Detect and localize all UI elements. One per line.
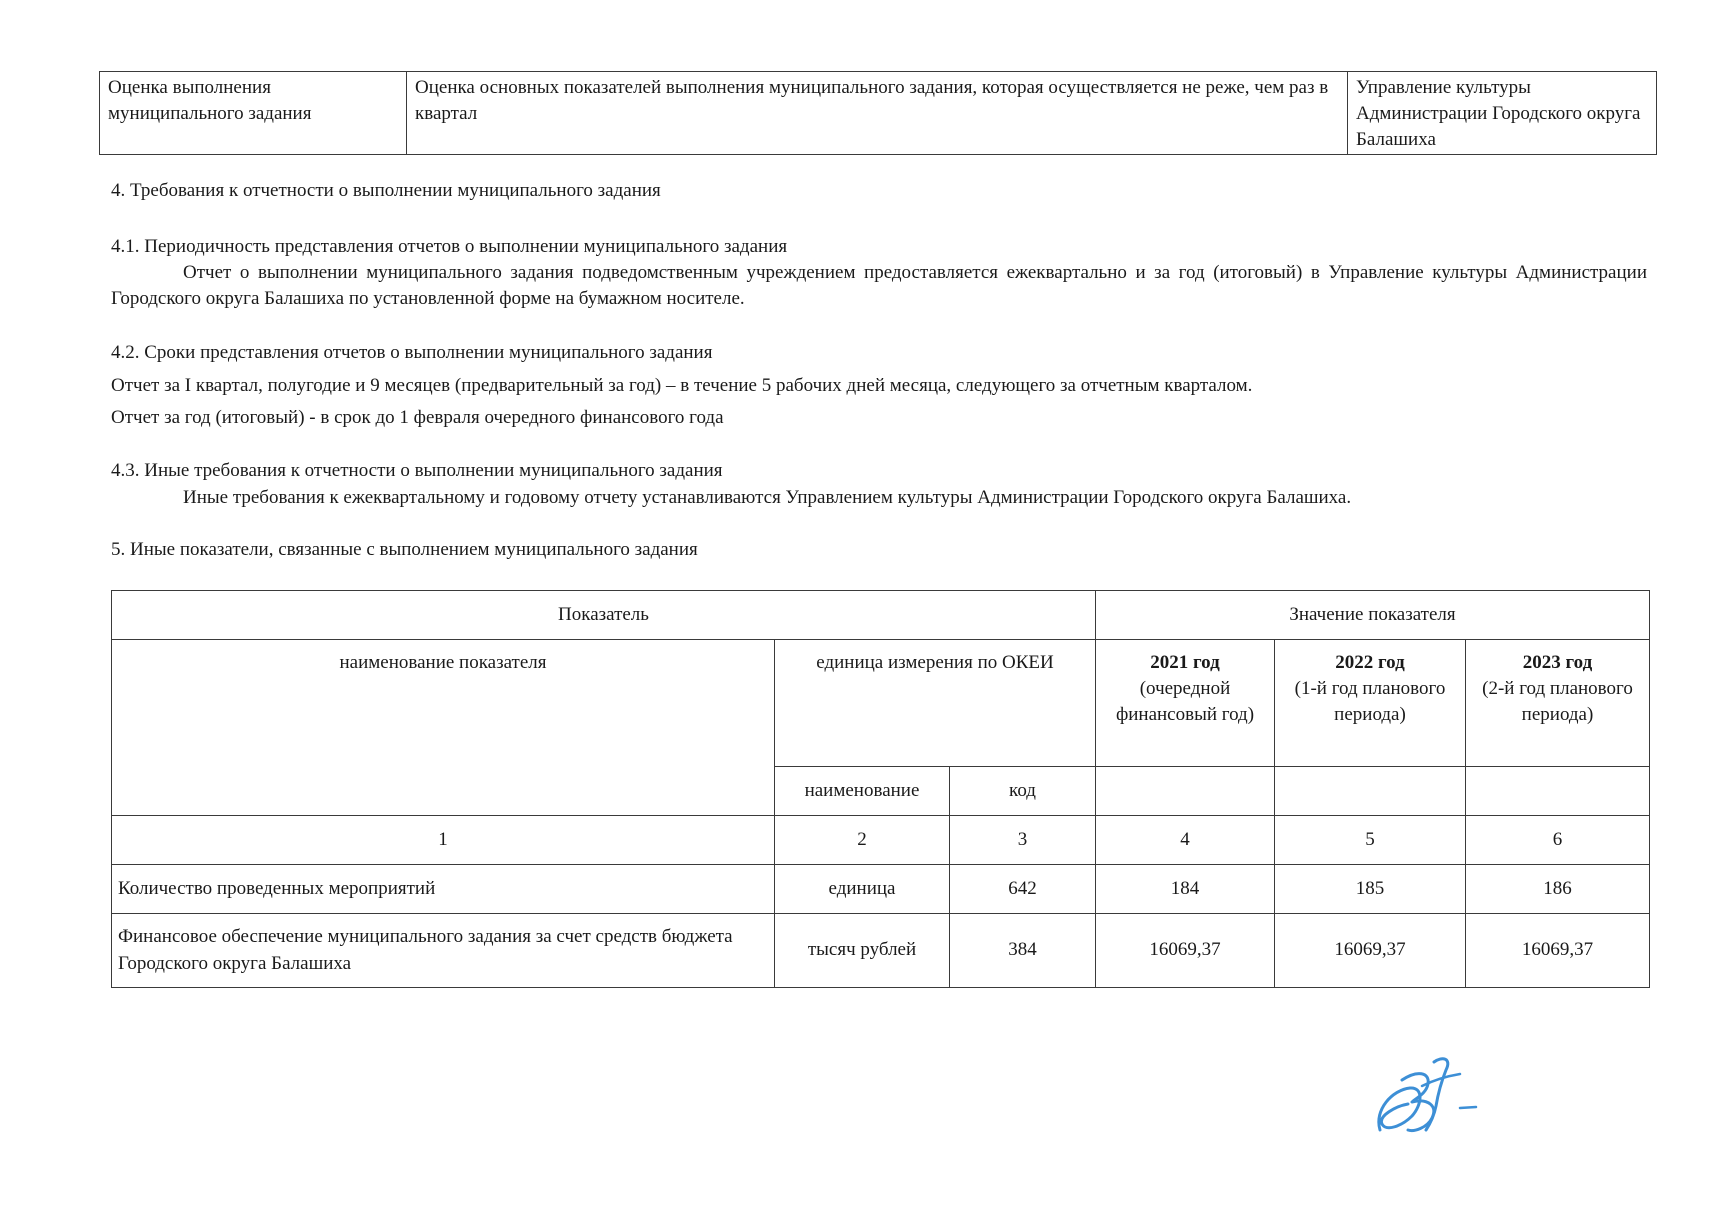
unit-header: единица измерения по ОКЕИ [775, 640, 1096, 767]
column-number: 2 [775, 816, 950, 865]
unit-name: единица [775, 865, 950, 914]
column-number: 1 [112, 816, 775, 865]
assessment-authority-cell: Управление культуры Администрации Городского округа Балашиха [1348, 72, 1657, 155]
table-row [100, 72, 1657, 155]
value-2022: 185 [1275, 865, 1466, 914]
unit-code: 384 [950, 914, 1096, 988]
section-5-title: 5. Иные показатели, связанные с выполнением муниципального задания [111, 539, 698, 560]
column-number: 3 [950, 816, 1096, 865]
section-4-title: 4. Требования к отчетности о выполнении муниципального задания [111, 180, 661, 201]
value-2023: 16069,37 [1466, 914, 1650, 988]
year-label: 2023 год [1522, 652, 1593, 673]
year-2021-header [1096, 640, 1275, 767]
value-2021: 16069,37 [1096, 914, 1275, 988]
signature-icon [1372, 1050, 1482, 1140]
year-2022-header [1275, 640, 1466, 767]
assessment-form-cell: Оценка выполнения муниципального задания [100, 72, 407, 155]
indicators-table [111, 590, 1650, 988]
unit-name-header: наименование [775, 767, 950, 816]
empty-cell [1275, 767, 1466, 816]
assessment-description-cell: Оценка основных показателей выполнения муниципального задания, которая осуществляется не реже, чем раз в квартал [407, 72, 1348, 155]
year-note: (очередной финансовый год) [1115, 678, 1255, 726]
column-number-row [112, 816, 1650, 865]
value-header: Значение показателя [1096, 591, 1650, 640]
year-label: 2021 год [1150, 652, 1220, 673]
empty-cell [1466, 767, 1650, 816]
unit-name: тысяч рублей [775, 914, 950, 988]
year-note: (1-й год планового периода) [1294, 678, 1446, 726]
table-row [112, 865, 1650, 914]
table-header-row [112, 591, 1650, 640]
value-2021: 184 [1096, 865, 1275, 914]
empty-cell [1096, 767, 1275, 816]
year-label: 2022 год [1335, 652, 1405, 673]
section-4-2-line-1: Отчет за I квартал, полугодие и 9 месяцев (предварительный за год) – в течение 5 рабочих дней месяца, следующего за отчетным кварталом. [111, 375, 1253, 396]
indicator-name: Количество проведенных мероприятий [112, 865, 775, 914]
table-header-row [112, 640, 1650, 767]
unit-code-header: код [950, 767, 1096, 816]
section-4-1-title: 4.1. Периодичность представления отчетов о выполнении муниципального задания [111, 236, 788, 257]
indicator-name: Финансовое обеспечение муниципального задания за счет средств бюджета Городского округа Балашиха [112, 914, 775, 988]
section-4-3-title: 4.3. Иные требования к отчетности о выполнении муниципального задания [111, 460, 723, 481]
section-4-2-line-2: Отчет за год (итоговый) - в срок до 1 февраля очередного финансового года [111, 407, 724, 428]
indicator-header: Показатель [112, 591, 1096, 640]
section-4-3-text: Иные требования к ежеквартальному и годовому отчету устанавливаются Управлением культуры Администрации Городского округа Балашиха. [183, 487, 1352, 508]
value-2023: 186 [1466, 865, 1650, 914]
indicator-name-header: наименование показателя [112, 640, 775, 816]
table-row [112, 914, 1650, 988]
year-note: (2-й год планового периода) [1482, 678, 1633, 726]
column-number: 4 [1096, 816, 1275, 865]
value-2022: 16069,37 [1275, 914, 1466, 988]
column-number: 6 [1466, 816, 1650, 865]
column-number: 5 [1275, 816, 1466, 865]
unit-code: 642 [950, 865, 1096, 914]
assessment-table [99, 71, 1657, 155]
section-4-1-text: Отчет о выполнении муниципального задания подведомственным учреждением предоставляется ежеквартально и за год (итоговый) в Управление культуры Администрации Городского округа Балашиха по установленной форме на бумажном носителе. [111, 262, 1647, 310]
year-2023-header [1466, 640, 1650, 767]
section-4-2-title: 4.2. Сроки представления отчетов о выполнении муниципального задания [111, 342, 713, 363]
